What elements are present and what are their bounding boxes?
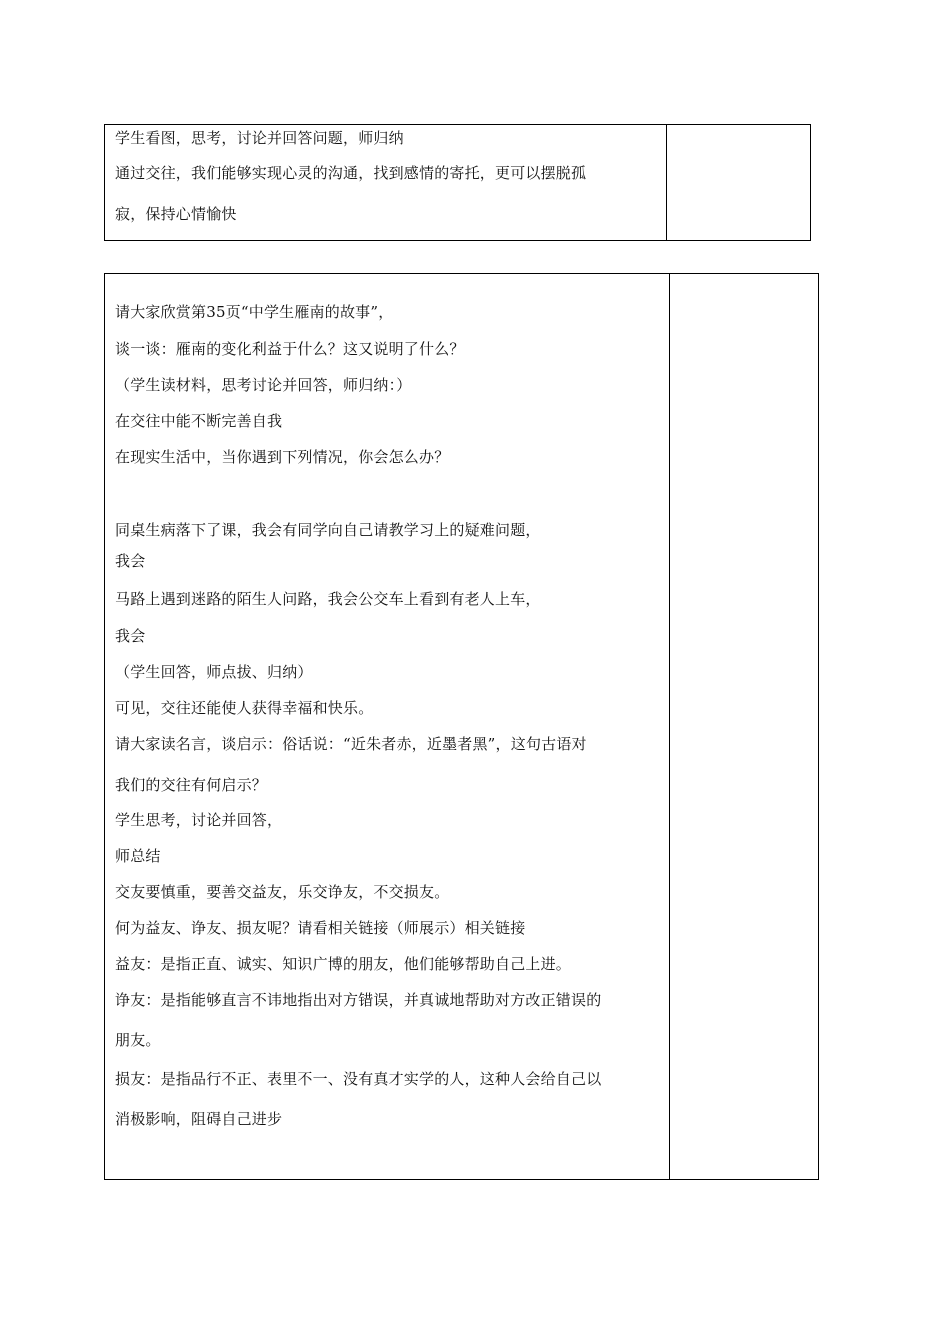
text-line: 诤友：是指能够直言不讳地指出对方错误，并真诚地帮助对方改正错误的 (115, 991, 602, 1009)
text-line: （学生回答，师点拔、归纳） (115, 663, 313, 681)
text-line: （学生读材料，思考讨论并回答，师归纳：） (115, 376, 412, 394)
notes-cell (670, 274, 818, 1179)
text-line: 我们的交往有何启示？ (115, 776, 268, 794)
text-line: 师总结 (115, 847, 161, 865)
text-line: 我会 (115, 627, 146, 645)
text-line: 学生看图，思考，讨论并回答问题，师归纳 (115, 129, 404, 147)
text-line: 我会 (115, 552, 146, 570)
text-line: 朋友。 (115, 1031, 161, 1049)
content-cell (115, 274, 667, 1179)
text-line: 请大家欣赏第35页“中学生雁南的故事”， (115, 303, 394, 321)
lesson-table-1 (104, 124, 811, 241)
text-line: 消极影响，阻碍自己进步 (115, 1110, 283, 1128)
notes-cell (667, 125, 810, 240)
text-line: 益友：是指正直、诚实、知识广博的朋友，他们能够帮助自己上进。 (115, 955, 572, 973)
text-line: 马路上遇到迷路的陌生人问路，我会公交车上看到有老人上车， (115, 590, 541, 608)
text-line: 谈一谈：雁南的变化利益于什么？这又说明了什么？ (115, 340, 465, 358)
text-line: 损友：是指品行不正、表里不一、没有真才实学的人，这种人会给自己以 (115, 1070, 602, 1088)
text-line: 寂，保持心情愉快 (115, 205, 237, 223)
text-line: 在交往中能不断完善自我 (115, 412, 283, 430)
text-line: 学生思考，讨论并回答， (115, 811, 283, 829)
text-line: 请大家读名言，谈启示：俗话说：“近朱者赤，近墨者黑”，这句古语对 (115, 735, 587, 753)
text-line: 同桌生病落下了课，我会有同学向自己请教学习上的疑难问题， (115, 521, 541, 539)
text-line: 何为益友、诤友、损友呢？请看相关链接（师展示）相关链接 (115, 919, 526, 937)
text-line: 交友要慎重，要善交益友，乐交诤友，不交损友。 (115, 883, 450, 901)
text-line: 可见，交往还能使人获得幸福和快乐。 (115, 699, 374, 717)
text-line: 通过交往，我们能够实现心灵的沟通，找到感情的寄托，更可以摆脱孤 (115, 164, 587, 182)
content-cell (115, 125, 663, 240)
lesson-table-2 (104, 273, 819, 1180)
text-line: 在现实生活中，当你遇到下列情况，你会怎么办？ (115, 448, 450, 466)
